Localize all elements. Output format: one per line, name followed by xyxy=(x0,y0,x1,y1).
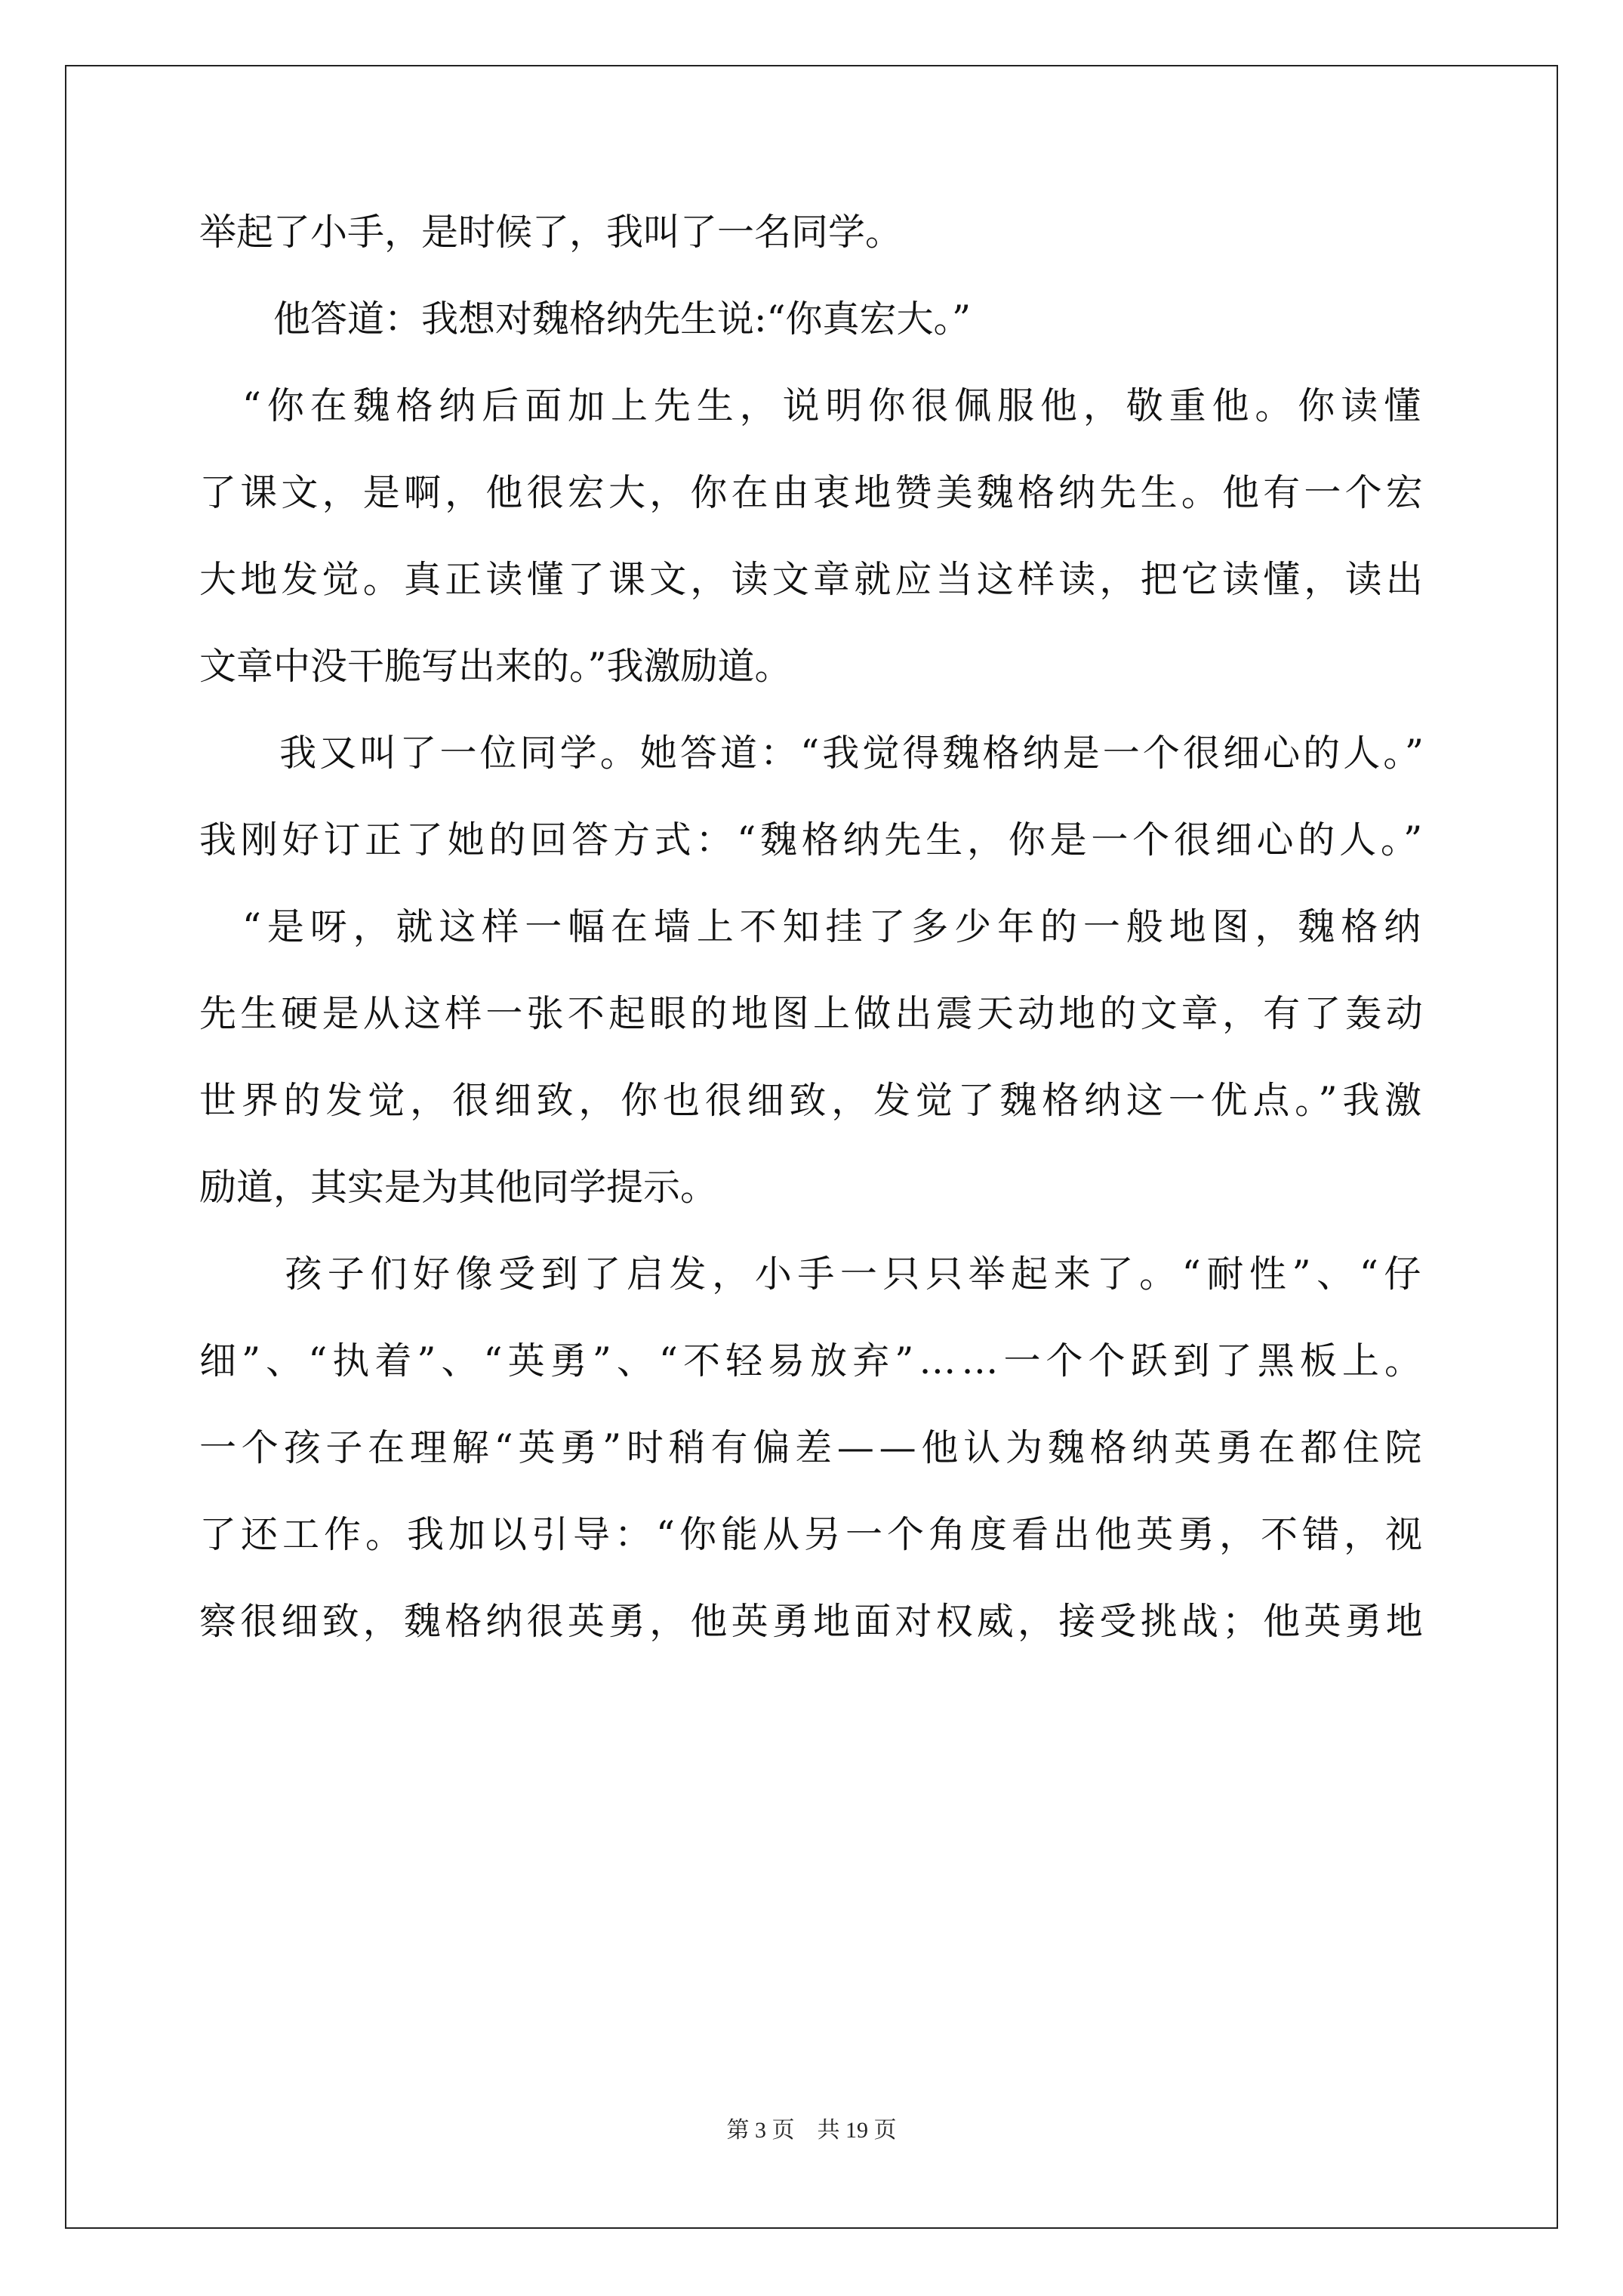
text-line: 励道，其实是为其他同学提示。 xyxy=(199,1166,718,1209)
text-line: 先生硬是从这样一张不起眼的地图上做出震天动地的文章，有了轰动 xyxy=(199,992,1427,1035)
text-line: 孩子们好像受到了启发，小手一只只举起来了。“耐性”、“仔 xyxy=(199,1253,1427,1296)
text-line: 我又叫了一位同学。她答道：“我觉得魏格纳是一个很细心的人。” xyxy=(199,732,1427,775)
text-line: 我刚好订正了她的回答方式：“魏格纳先生，你是一个很细心的人。” xyxy=(199,818,1427,861)
text-line: 一个孩子在理解“英勇”时稍有偏差——他认为魏格纳英勇在都住院 xyxy=(199,1426,1427,1469)
text-line: 大地发觉。真正读懂了课文，读文章就应当这样读，把它读懂，读出 xyxy=(199,558,1427,601)
page-number: 第 3 页 共 19 页 xyxy=(726,2118,897,2143)
text-line: 文章中没干脆写出来的。”我激励道。 xyxy=(199,645,792,688)
text-line: 细”、“执着”、“英勇”、“不轻易放弃”……一个个跃到了黑板上。 xyxy=(199,1339,1427,1382)
text-line: 了课文，是啊，他很宏大，你在由衷地赞美魏格纳先生。他有一个宏 xyxy=(199,471,1427,514)
text-line: 了还工作。我加以引导：“你能从另一个角度看出他英勇，不错，视 xyxy=(199,1513,1427,1556)
text-line: 世界的发觉，很细致，你也很细致，发觉了魏格纳这一优点。”我激 xyxy=(199,1079,1427,1122)
text-line: 他答道：我想对魏格纳先生说:“你真宏大。” xyxy=(199,297,972,341)
text-line: “你在魏格纳后面加上先生，说明你很佩服他，敬重他。你读懂 xyxy=(199,384,1427,427)
text-line: 举起了小手，是时候了，我叫了一名同学。 xyxy=(199,211,903,254)
text-line: “是呀，就这样一幅在墙上不知挂了多少年的一般地图，魏格纳 xyxy=(199,905,1427,948)
text-line: 察很细致，魏格纳很英勇，他英勇地面对权威，接受挑战；他英勇地 xyxy=(199,1600,1427,1643)
